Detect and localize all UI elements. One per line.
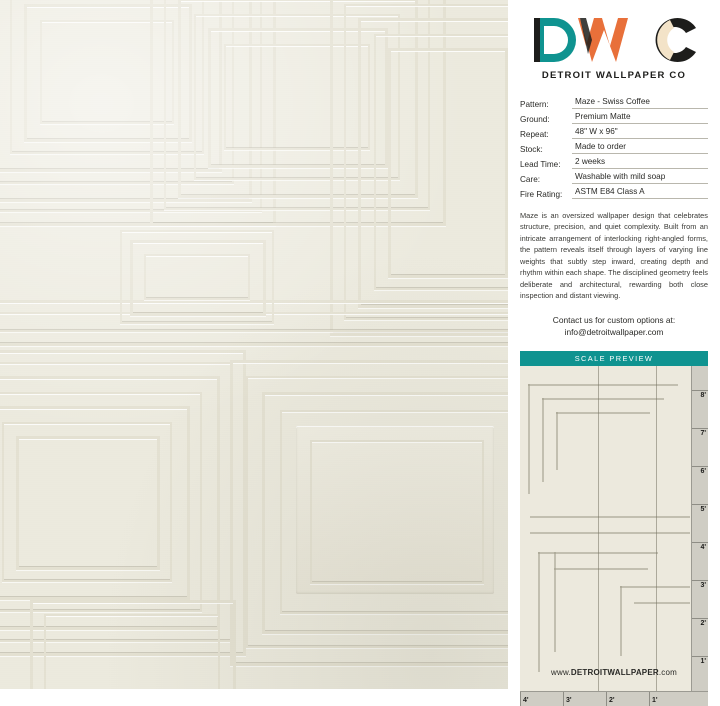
panel-seam-right xyxy=(656,366,657,706)
maze-group-center-small xyxy=(120,230,270,320)
footer-url[interactable] xyxy=(508,668,720,677)
ruler-tick-label: 6' xyxy=(700,467,706,475)
spec-value: Made to order xyxy=(572,142,708,154)
scale-preview-title: SCALE PREVIEW xyxy=(520,351,708,366)
spec-value: Washable with mild soap xyxy=(572,172,708,184)
spec-row xyxy=(520,185,708,200)
spec-value: 48" W x 96" xyxy=(572,127,708,139)
spec-panel xyxy=(508,0,720,704)
spec-row xyxy=(520,140,708,155)
footer-url-strong: DETROITWALLPAPER xyxy=(570,668,659,677)
maze-group-right-top xyxy=(330,0,508,330)
ruler-tick-label: 3' xyxy=(566,696,572,704)
scale-preview-art xyxy=(520,366,708,706)
spec-row xyxy=(520,155,708,170)
spec-row xyxy=(520,125,708,140)
panel-seam-left xyxy=(598,366,599,706)
footer-url-suffix: .com xyxy=(658,668,677,677)
ruler-tick-label: 4' xyxy=(700,543,706,551)
ruler-tick-label: 8' xyxy=(700,391,706,399)
ruler-tick-label: 7' xyxy=(700,429,706,437)
contact-email: info@detroitwallpaper.com xyxy=(564,327,664,338)
spec-label: Lead Time: xyxy=(520,159,561,169)
spec-label: Pattern: xyxy=(520,99,549,109)
spec-value: ASTM E84 Class A xyxy=(572,187,708,199)
spec-label: Stock: xyxy=(520,144,543,154)
spec-table xyxy=(520,95,708,200)
spec-label: Repeat: xyxy=(520,129,549,139)
maze-group-bottom-right xyxy=(230,360,508,660)
dwc-logo-icon xyxy=(530,14,698,66)
horizontal-ruler xyxy=(520,691,708,706)
maze-group-bottom-edge xyxy=(30,600,230,689)
ruler-tick-label: 1' xyxy=(700,657,706,665)
spec-label: Fire Rating: xyxy=(520,189,563,199)
ruler-tick-label: 4' xyxy=(523,696,529,704)
contact-block xyxy=(520,314,708,339)
pattern-description: Maze is an oversized wallpaper design that celebrates structure, precision, and quiet complexity. Built from an intricate arrangement of interlocking right-angled forms, the pattern reveals itself through layers of varying line weights that subtly step inward, creating depth and rhythm within each shape. The disciplined geometry feels deliberate and architectural, rewarding both close inspection and distant viewing. xyxy=(520,211,708,301)
brand-name: DETROIT WALLPAPER CO xyxy=(541,70,687,81)
contact-prompt: Contact us for custom options at: xyxy=(552,314,676,325)
ruler-tick-label: 2' xyxy=(609,696,615,704)
vertical-ruler xyxy=(691,366,708,706)
scale-preview xyxy=(520,366,708,706)
spec-row xyxy=(520,95,708,110)
spec-value: 2 weeks xyxy=(572,157,708,169)
ruler-tick-label: 1' xyxy=(652,696,658,704)
spec-label: Ground: xyxy=(520,114,550,124)
footer-url-prefix: www. xyxy=(550,668,571,677)
spec-label: Care: xyxy=(520,174,541,184)
brand-logo xyxy=(508,0,720,81)
spec-row xyxy=(520,170,708,185)
ruler-tick-label: 5' xyxy=(700,505,706,513)
spec-row xyxy=(520,110,708,125)
ruler-tick-label: 2' xyxy=(700,619,706,627)
spec-value: Premium Matte xyxy=(572,112,708,124)
spec-value: Maze - Swiss Coffee xyxy=(572,97,708,109)
ruler-tick-label: 3' xyxy=(700,581,706,589)
